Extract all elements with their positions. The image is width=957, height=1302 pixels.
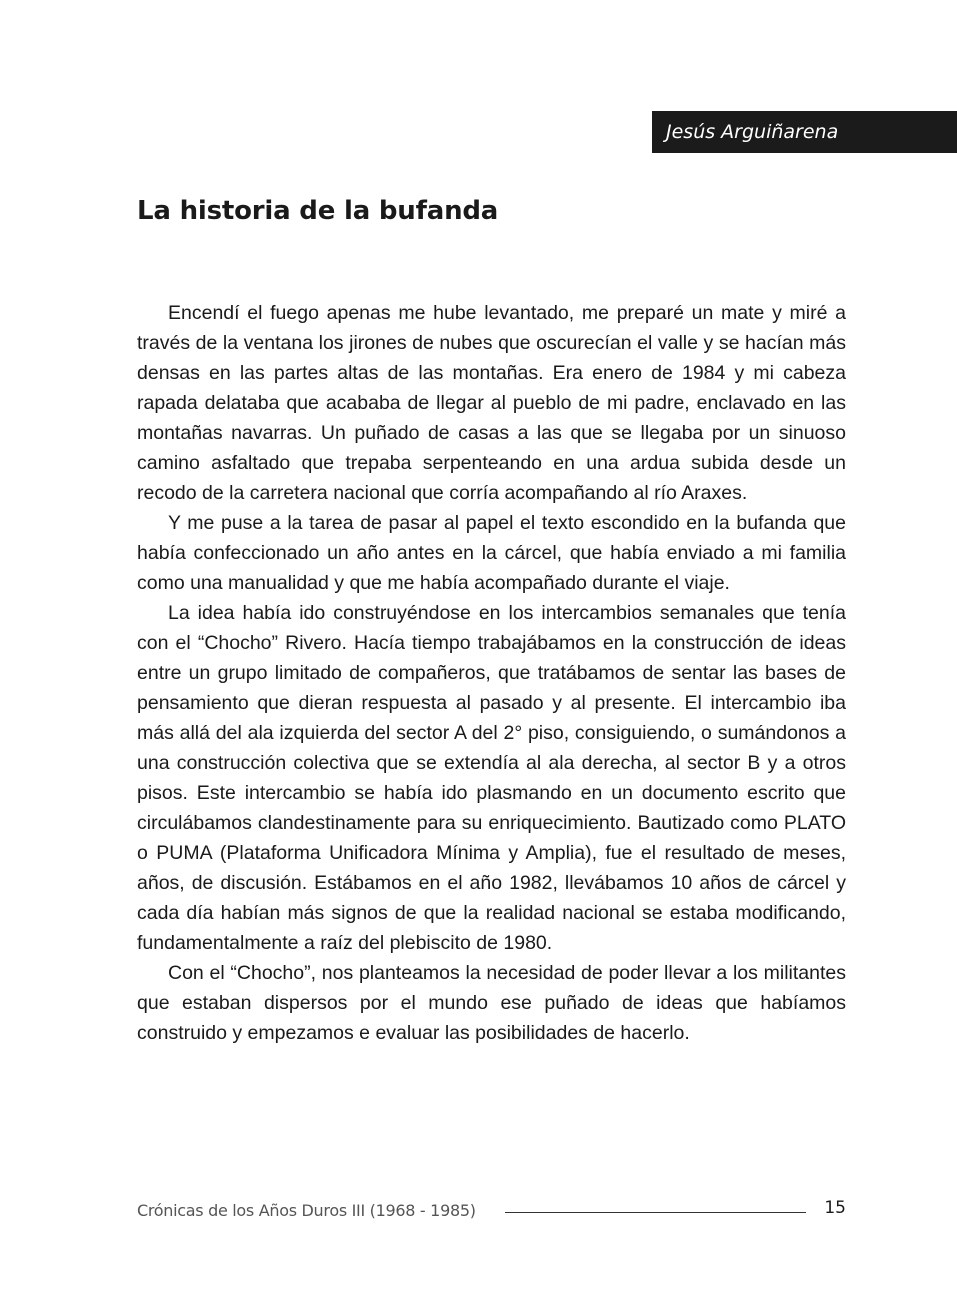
paragraph: Encendí el fuego apenas me hube levantado, me preparé un mate y miré a través de la ventana los jirones de nubes que oscurecían el valle y se hacían más densas en las partes altas de las montañas. Era enero de 1984 y mi cabeza rapada delataba que acababa de llegar al pueblo de mi padre, enclavado en las montañas navarras. Un puñado de casas a las que se llegaba por un sinuoso camino asfaltado que trepaba serpenteando en una ardua subida desde un recodo de la carretera nacional que corría acompañando al río Araxes. bbox=[137, 302, 846, 504]
paragraph: Con el “Chocho”, nos planteamos la necesidad de poder llevar a los militantes que estaban dispersos por el mundo ese puñado de ideas que habíamos construido y empezamos e evaluar las posibilidades de hacerlo. bbox=[137, 962, 846, 1044]
body-text bbox=[137, 298, 846, 1048]
page-footer bbox=[137, 1196, 846, 1226]
paragraph: La idea había ido construyéndose en los intercambios semanales que tenía con el “Chocho” Rivero. Hacía tiempo trabajábamos en la construcción de ideas entre un grupo limitado de compañeros, que tratábamos de sentar las bases de pensamiento que dieran respuesta al pasado y al presente. El intercambio iba más allá del ala izquierda del sector A del 2° piso, consiguiendo, o sumándonos a una construcción colectiva que se extendía al ala derecha, al sector B y a otros pisos. Este intercambio se había ido plasmando en un documento escrito que circulábamos clandestinamente para su enriquecimiento. Bautizado como PLATO o PUMA (Plataforma Unificadora Mínima y Amplia), fue el resultado de meses, años, de discusión. Estábamos en el año 1982, llevábamos 10 años de cárcel y cada día habían más signos de que la realidad nacional se estaba modificando, fundamentalmente a raíz del plebiscito de 1980. bbox=[137, 602, 846, 954]
author-header-band bbox=[652, 111, 957, 153]
page-number: 15 bbox=[824, 1198, 846, 1218]
chapter-title: La historia de la bufanda bbox=[137, 196, 499, 226]
footer-book-title: Crónicas de los Años Duros III (1968 - 1985) bbox=[137, 1201, 476, 1220]
paragraph: Y me puse a la tarea de pasar al papel el texto escondido en la bufanda que había confeccionado un año antes en la cárcel, que había enviado a mi familia como una manualidad y que me había acompañado durante el viaje. bbox=[137, 512, 846, 594]
footer-divider bbox=[505, 1212, 806, 1213]
author-name: Jesús Arguiñarena bbox=[666, 121, 839, 143]
